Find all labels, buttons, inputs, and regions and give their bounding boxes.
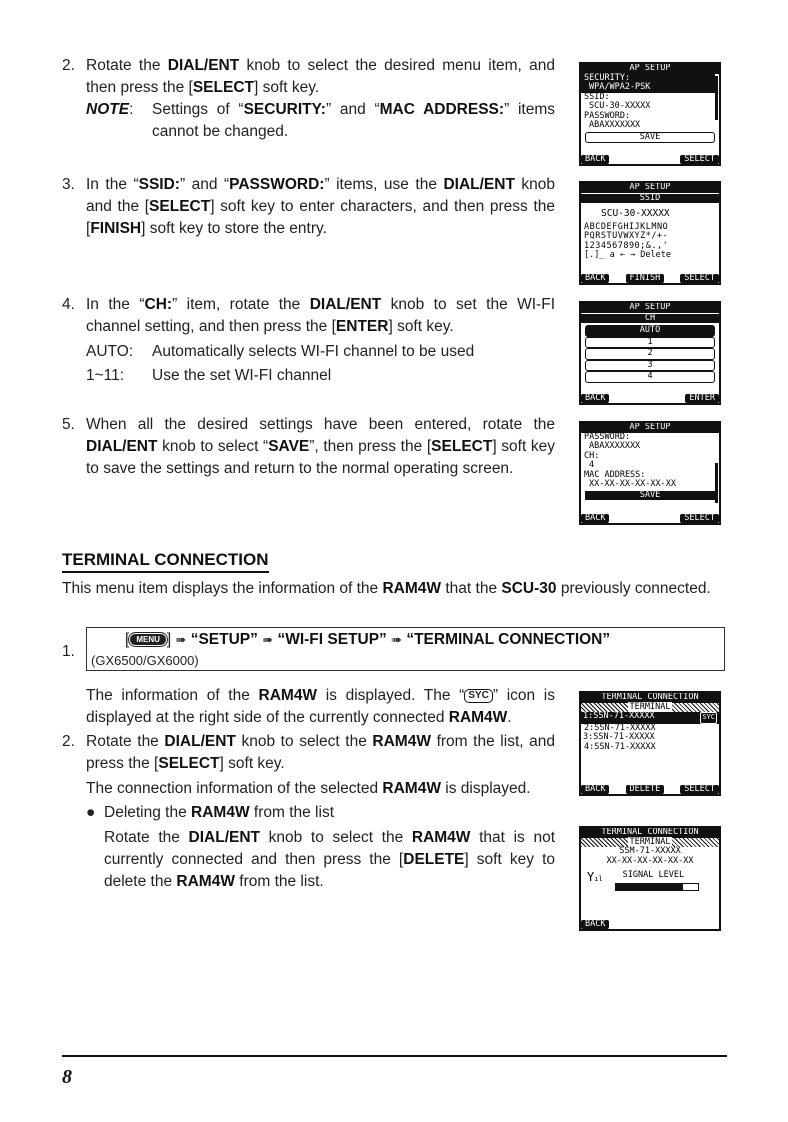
- lcd-scrollbar: [715, 463, 718, 503]
- menu-key-icon: MENU: [129, 633, 167, 646]
- footer-rule: [62, 1055, 727, 1057]
- softkey-select: SELECT: [680, 274, 719, 284]
- lcd-line: PASSWORD:: [584, 431, 631, 442]
- step-number: 3.: [62, 176, 75, 193]
- lcd-option: 1: [585, 337, 715, 349]
- lcd-subtitle: TERMINAL: [581, 703, 719, 713]
- lcd-device-name: SSM-71-XXXXX: [619, 846, 681, 856]
- step-number: 1.: [62, 643, 75, 660]
- section-heading: TERMINAL CONNECTION: [62, 549, 269, 573]
- terminal-step-2: 2. Rotate the DIAL/ENT knob to select the RAM4W from the list, and press the [SELECT] soft key. The connection information of the selected RAM4W is displayed. ● Deleting the RAM4W from the list Rotate the DIAL/ENT knob to select the RAM4W that is not currently connected and then press the [DELETE] soft key to delete the RAM4W from the list.: [62, 731, 555, 893]
- lcd-entry-value: SCU-30-XXXXX: [601, 208, 670, 219]
- arrow-icon: ➠: [175, 632, 187, 647]
- bullet-icon: ●: [86, 804, 96, 821]
- softkey-select: SELECT: [680, 155, 719, 165]
- lcd-keyboard-row: ABCDEFGHIJKLMNO: [584, 221, 669, 232]
- step-4: 4. In the “CH:” item, rotate the DIAL/ENT knob to set the WI-FI channel setting, and then press the [ENTER] soft key. AUTO: Automatically selects WI-FI channel to be used 1~11: Use the set WI-FI channel: [62, 294, 555, 387]
- lcd-list-item: 3:SSN-71-XXXXX: [583, 732, 655, 742]
- lcd-softkeys: [581, 785, 719, 795]
- signal-bar-track: [615, 883, 699, 891]
- softkey-back: BACK: [581, 155, 609, 165]
- lcd-title: AP SETUP: [581, 183, 719, 193]
- model-note: (GX6500/GX6000): [91, 653, 199, 668]
- bullet-delete: ● Deleting the RAM4W from the list Rotate the DIAL/ENT knob to select the RAM4W that is not currently connected and then press the [DELETE] soft key to delete the RAM4W from the list.: [86, 802, 555, 893]
- lcd-terminal-detail: [579, 826, 721, 931]
- lcd-line: MAC ADDRESS:: [584, 469, 646, 480]
- lcd-title: AP SETUP: [581, 64, 719, 74]
- lcd-softkeys: [581, 274, 719, 284]
- lcd-line: SSID:: [584, 91, 610, 102]
- softkey-enter: ENTER: [685, 394, 719, 404]
- lcd-list-item-selected: 1:SSN-71-XXXXX: [583, 711, 655, 721]
- lcd-line: XX-XX-XX-XX-XX-XX: [589, 479, 676, 489]
- lcd-mac: XX-XX-XX-XX-XX-XX: [606, 855, 694, 866]
- info-paragraph: The information of the RAM4W is displayed. The “ SYC ” icon is displayed at the right side of the currently connected RAM4W.: [86, 687, 555, 726]
- lcd-list-item: 2:SSN-71-XXXXX: [584, 722, 656, 733]
- lcd-subtitle: SSID: [581, 193, 719, 204]
- lcd-softkeys: [581, 394, 719, 404]
- note: NOTE: Settings of “SECURITY:” and “MAC ADDRESS:” items cannot be changed.: [86, 101, 555, 140]
- lcd-title: AP SETUP: [581, 423, 719, 433]
- note-label: NOTE: [86, 101, 130, 118]
- lcd-subtitle: TERMINAL: [581, 838, 719, 848]
- softkey-back: BACK: [581, 514, 609, 524]
- step-number: 2.: [62, 733, 75, 750]
- page-number: 8: [62, 1066, 72, 1088]
- lcd-softkeys: [581, 920, 719, 930]
- signal-bar-fill: [616, 884, 683, 890]
- lcd-save: SAVE: [585, 132, 715, 144]
- lcd-list-item: 4:SSN-71-XXXXX: [584, 741, 656, 752]
- softkey-back: BACK: [581, 394, 609, 404]
- lcd-scrollbar: [715, 76, 718, 120]
- softkey-back: BACK: [581, 920, 609, 930]
- arrow-icon: ➠: [262, 632, 274, 647]
- lcd-ap-setup-menu: [579, 62, 721, 166]
- step-number: 5.: [62, 416, 75, 433]
- softkey-back: BACK: [581, 274, 609, 284]
- lcd-channel-select: [579, 301, 721, 405]
- syc-icon: SYC: [464, 689, 493, 703]
- lcd-title: AP SETUP: [581, 303, 719, 313]
- lcd-keyboard-row: [.]_ a ← → Delete: [584, 250, 671, 260]
- lcd-line: 4: [589, 460, 595, 470]
- option-channel: 1~11: Use the set WI-FI channel: [86, 367, 332, 384]
- lcd-option: 2: [585, 348, 715, 360]
- lcd-line: CH:: [584, 450, 600, 461]
- step-5: 5. When all the desired settings have been entered, rotate the DIAL/ENT knob to select “SAVE”, then press the [SELECT] soft key to save the settings and return to the normal operating screen.: [62, 416, 555, 477]
- lcd-keyboard-row: 1234567890;&.,': [584, 240, 669, 251]
- softkey-back: BACK: [581, 785, 609, 795]
- antenna-icon: Yıl: [587, 870, 603, 884]
- option-auto: AUTO: Automatically selects WI-FI channel to be used: [86, 343, 475, 360]
- lcd-softkeys: [581, 155, 719, 165]
- lcd-option: 4: [585, 371, 715, 383]
- softkey-finish: FINISH: [626, 274, 665, 284]
- step-3: 3. In the “SSID:” and “PASSWORD:” items, use the DIAL/ENT knob and the [SELECT] soft key to enter characters, and then press the [FINISH] soft key to store the entry.: [62, 176, 556, 237]
- lcd-softkeys: [581, 514, 719, 524]
- lcd-line: SECURITY:: [584, 72, 631, 83]
- softkey-delete: DELETE: [626, 785, 665, 795]
- lcd-line: PASSWORD:: [584, 110, 631, 121]
- lcd-line: WPA/WPA2-PSK: [589, 82, 651, 92]
- section-intro: This menu item displays the information of the RAM4W that the SCU-30 previously connected.: [62, 580, 711, 597]
- signal-label: SIGNAL LEVEL: [622, 870, 685, 880]
- lcd-keyboard-row: PQRSTUVWXYZ*/+-: [584, 231, 669, 241]
- softkey-select: SELECT: [680, 514, 719, 524]
- lcd-title: TERMINAL CONNECTION: [581, 828, 719, 838]
- lcd-ap-setup-save: [579, 421, 721, 525]
- lcd-subtitle: CH: [581, 313, 719, 324]
- lcd-save-selected: SAVE: [585, 491, 715, 501]
- menu-path-box: [ MENU ] ➠ “SETUP” ➠ “WI-FI SETUP” ➠ “TERMINAL CONNECTION” (GX6500/GX6000): [86, 627, 725, 671]
- lcd-option: 3: [585, 360, 715, 372]
- lcd-option-selected: AUTO: [585, 325, 715, 337]
- step-number: 2.: [62, 57, 75, 74]
- arrow-icon: ➠: [391, 632, 403, 647]
- lcd-terminal-list: [579, 691, 721, 796]
- lcd-line: ABAXXXXXXX: [589, 120, 641, 130]
- lcd-ssid-entry: [579, 181, 721, 285]
- lcd-line: ABAXXXXXXX: [589, 441, 641, 451]
- softkey-select: SELECT: [680, 785, 719, 795]
- lcd-line: SCU-30-XXXXX: [589, 101, 651, 111]
- step-number: 4.: [62, 296, 75, 313]
- lcd-title: TERMINAL CONNECTION: [581, 693, 719, 703]
- syc-icon: SYC: [700, 712, 717, 724]
- step-2: 2. Rotate the DIAL/ENT knob to select the desired menu item, and then press the [SELECT] soft key. NOTE: Settings of “SECURITY:” and “MAC ADDRESS:” items cannot be changed.: [62, 55, 555, 143]
